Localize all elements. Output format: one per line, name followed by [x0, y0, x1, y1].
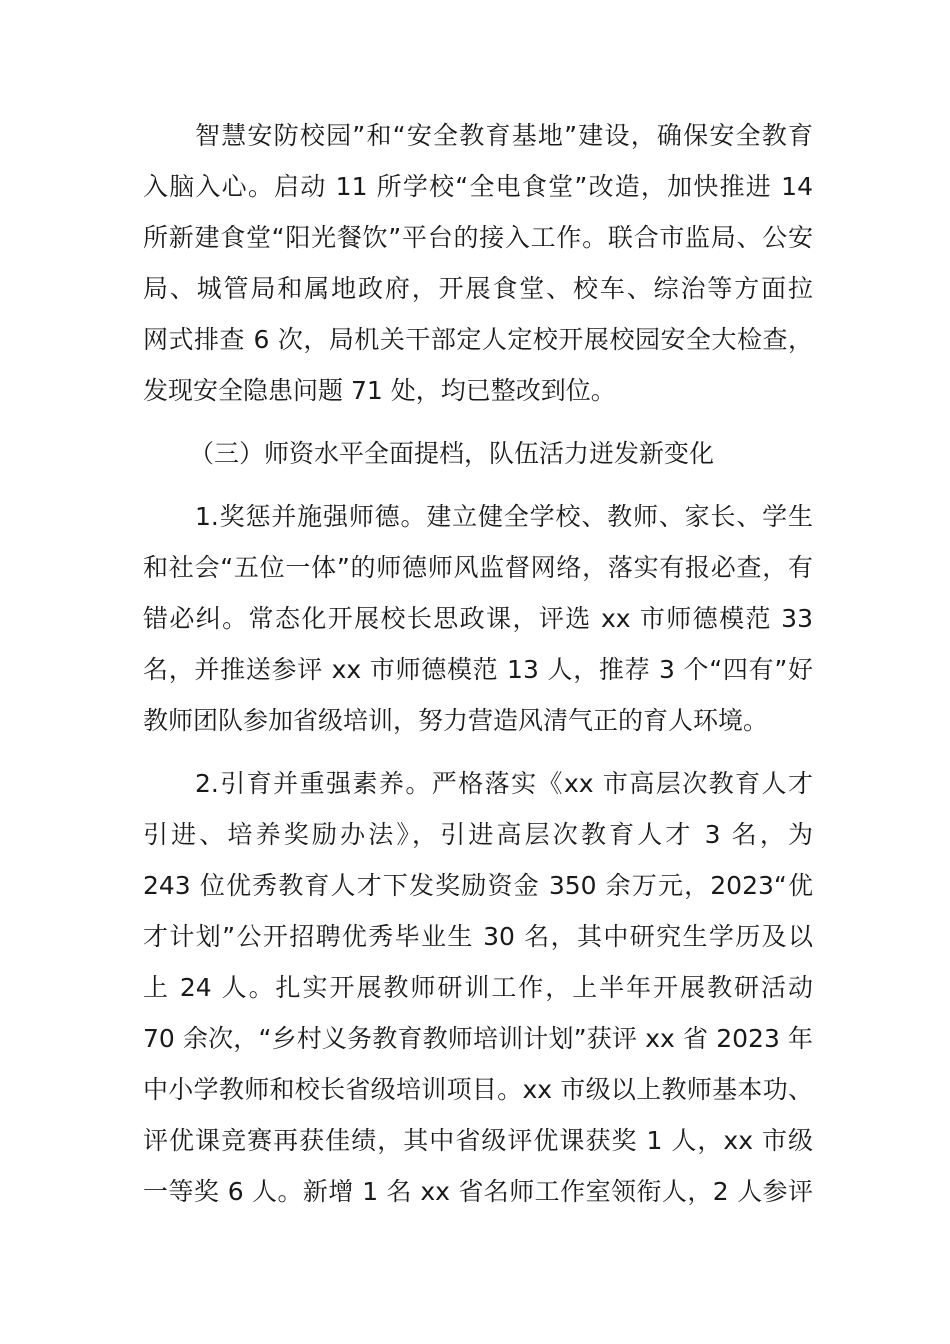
text-line: 70 余次，“乡村义务教育教师培训计划”获评 xx 省 2023 年	[143, 1024, 813, 1053]
paragraph-teacher-quality	[143, 758, 813, 1217]
text-line: 入脑入心。启动 11 所学校“全电食堂”改造，加快推进 14	[143, 172, 813, 201]
text-line: 中小学教师和校长省级培训项目。xx 市级以上教师基本功、	[143, 1075, 813, 1104]
text-line: 和社会“五位一体”的师德师风监督网络，落实有报必查，有	[143, 553, 813, 582]
paragraph-teacher-ethics	[143, 491, 813, 746]
text-line: 错必纠。常态化开展校长思政课，评选 xx 市师德模范 33	[143, 604, 813, 633]
document-body	[143, 110, 813, 1217]
text-line: 一等奖 6 人。新增 1 名 xx 省名师工作室领衔人，2 人参评	[143, 1177, 813, 1206]
text-line: 局、城管局和属地政府，开展食堂、校车、综治等方面拉	[143, 274, 813, 303]
text-line: 教师团队参加省级培训，努力营造风清气正的育人环境。	[143, 706, 769, 735]
text-line: 名，并推送参评 xx 市师德模范 13 人，推荐 3 个“四有”好	[143, 655, 813, 684]
section-heading	[143, 428, 813, 479]
text-line: 243 位优秀教育人才下发奖励资金 350 余万元，2023“优	[143, 871, 813, 900]
text-line: 评优课竞赛再获佳绩，其中省级评优课获奖 1 人，xx 市级	[143, 1126, 813, 1155]
paragraph-safety	[143, 110, 813, 416]
text-line: 网式排查 6 次，局机关干部定人定校开展校园安全大检查，	[143, 325, 813, 354]
text-line: 所新建食堂“阳光餐饮”平台的接入工作。联合市监局、公安	[143, 223, 813, 252]
text-line: 智慧安防校园”和“安全教育基地”建设，确保安全教育	[195, 121, 813, 150]
heading-line: （三）师资水平全面提档，队伍活力迸发新变化	[189, 439, 715, 468]
text-line: 发现安全隐患问题 71 处，均已整改到位。	[143, 376, 616, 405]
text-line: 2.引育并重强素养。严格落实《xx 市高层次教育人才	[195, 769, 813, 798]
text-line: 1.奖惩并施强师德。建立健全学校、教师、家长、学生	[195, 502, 813, 531]
text-line: 引进、培养奖励办法》，引进高层次教育人才 3 名，为	[143, 820, 813, 849]
text-line: 上 24 人。扎实开展教师研训工作，上半年开展教研活动	[143, 973, 813, 1002]
text-line: 才计划”公开招聘优秀毕业生 30 名，其中研究生学历及以	[143, 922, 813, 951]
